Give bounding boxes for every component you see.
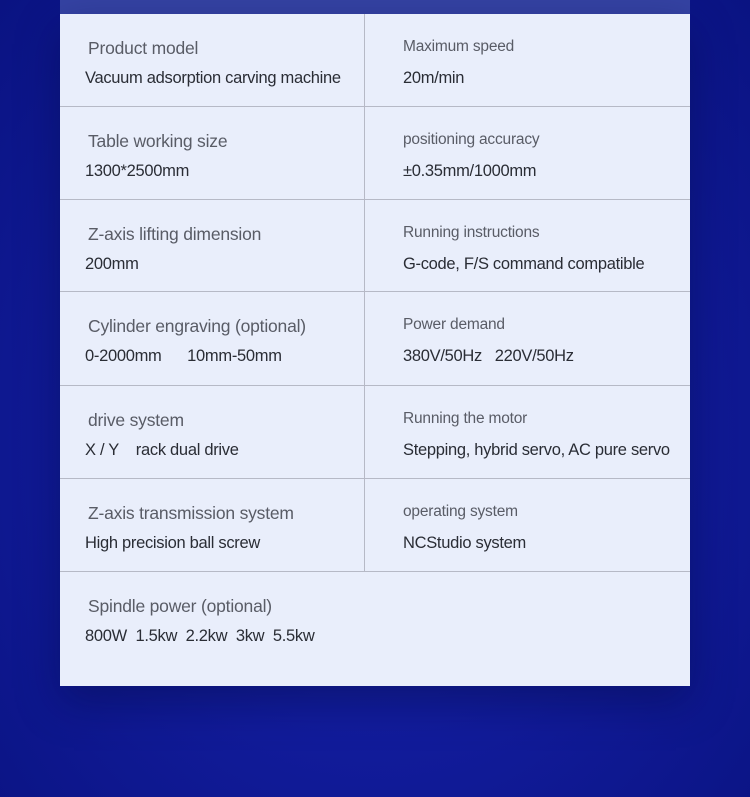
spec-label: Power demand bbox=[403, 316, 505, 333]
table-row bbox=[60, 572, 690, 686]
spec-cell-power-demand bbox=[365, 292, 690, 385]
spec-value: 1300*2500mm bbox=[85, 162, 190, 180]
spec-cell-cylinder-engraving bbox=[60, 292, 365, 385]
table-row bbox=[60, 14, 690, 107]
spec-cell-running-instructions bbox=[365, 200, 690, 291]
spec-label: Table working size bbox=[88, 131, 228, 151]
spec-value: 20m/min bbox=[403, 69, 465, 87]
spec-label: Maximum speed bbox=[403, 38, 515, 55]
table-header-bar bbox=[60, 0, 690, 14]
spec-cell-operating-system bbox=[365, 479, 690, 571]
spec-label: Spindle power (optional) bbox=[88, 596, 272, 616]
spec-label: Cylinder engraving (optional) bbox=[88, 316, 306, 336]
spec-label: drive system bbox=[88, 410, 184, 430]
spec-label: Product model bbox=[88, 38, 199, 58]
spec-cell-maximum-speed bbox=[365, 14, 690, 106]
spec-label: Z-axis transmission system bbox=[88, 503, 294, 523]
spec-value: NCStudio system bbox=[403, 534, 526, 552]
spec-cell-table-working-size bbox=[60, 107, 365, 199]
spec-value: 800W 1.5kw 2.2kw 3kw 5.5kw bbox=[85, 627, 315, 645]
spec-cell-positioning-accuracy bbox=[365, 107, 690, 199]
table-row bbox=[60, 386, 690, 479]
spec-cell-z-axis-transmission bbox=[60, 479, 365, 571]
spec-cell-spindle-power bbox=[60, 572, 690, 686]
spec-value: High precision ball screw bbox=[85, 534, 260, 552]
spec-label: Running instructions bbox=[403, 224, 540, 241]
table-row bbox=[60, 107, 690, 200]
spec-label: Running the motor bbox=[403, 410, 528, 427]
spec-table bbox=[60, 14, 690, 686]
table-row bbox=[60, 292, 690, 386]
spec-value: 200mm bbox=[85, 255, 139, 273]
spec-value: Vacuum adsorption carving machine bbox=[85, 69, 341, 87]
spec-cell-product-model bbox=[60, 14, 365, 106]
spec-value: G-code, F/S command compatible bbox=[403, 255, 645, 273]
table-row bbox=[60, 479, 690, 572]
spec-value: X / Y rack dual drive bbox=[85, 441, 239, 459]
spec-value: ±0.35mm/1000mm bbox=[403, 162, 537, 180]
spec-label: Z-axis lifting dimension bbox=[88, 224, 262, 244]
spec-value: Stepping, hybrid servo, AC pure servo bbox=[403, 441, 670, 459]
table-row bbox=[60, 200, 690, 292]
spec-value: 380V/50Hz 220V/50Hz bbox=[403, 347, 574, 365]
spec-label: operating system bbox=[403, 503, 518, 520]
spec-cell-drive-system bbox=[60, 386, 365, 478]
spec-label: positioning accuracy bbox=[403, 131, 540, 148]
spec-cell-z-axis-lifting bbox=[60, 200, 365, 291]
spec-cell-running-motor bbox=[365, 386, 690, 478]
spec-value: 0-2000mm 10mm-50mm bbox=[85, 347, 282, 365]
